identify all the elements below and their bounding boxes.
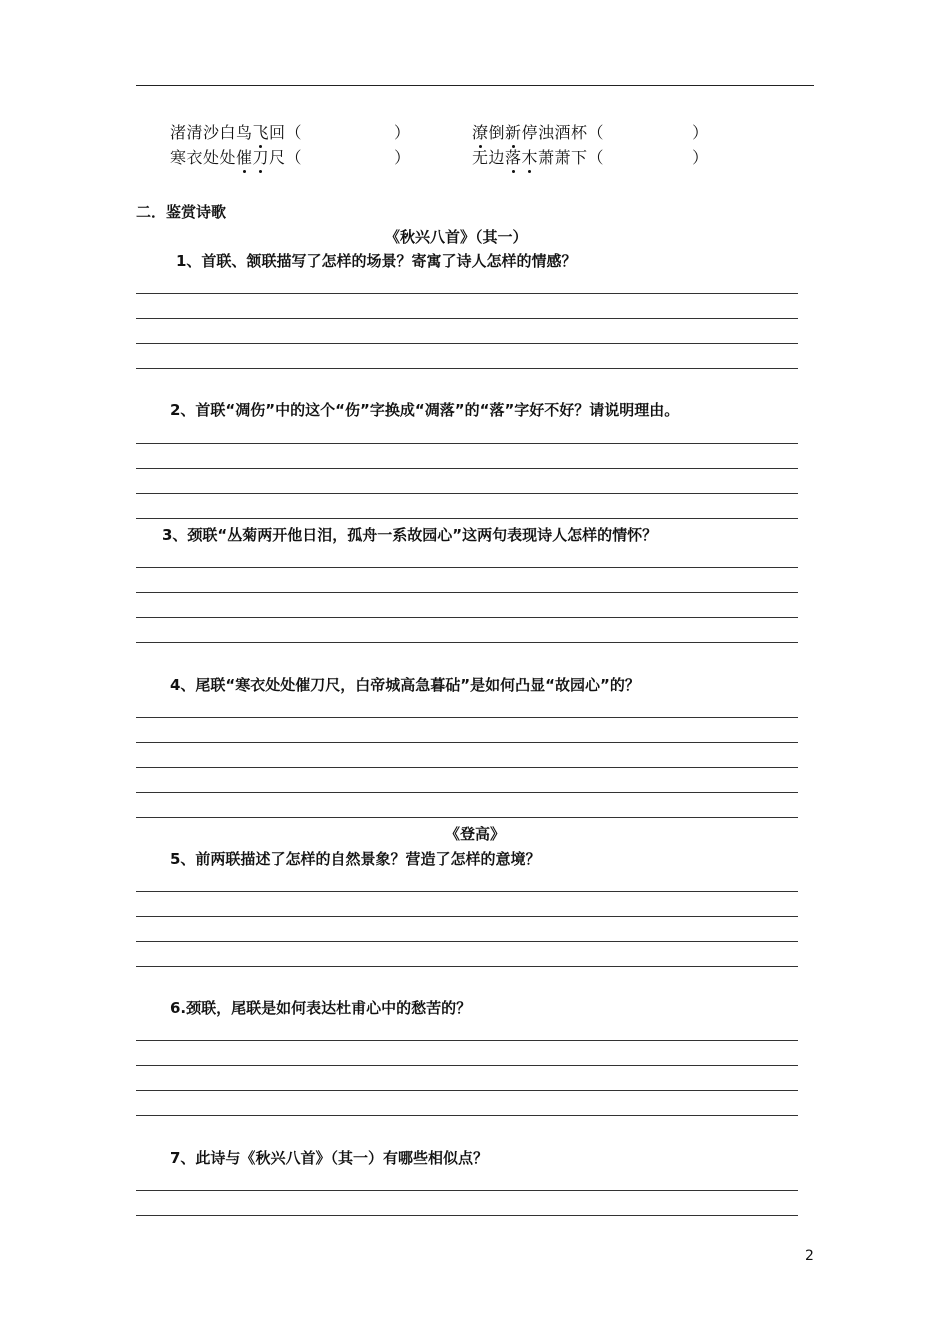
question-3: 3、颈联“丛菊两开他日泪，孤舟一系故园心”这两句表现诗人怎样的情怀？ [162,526,658,544]
answer-line[interactable] [136,468,798,469]
page-number: 2 [805,1248,814,1264]
poem-title: 《登高》 [445,825,506,843]
answer-line[interactable] [136,343,798,344]
answer-line[interactable] [136,518,798,519]
answer-line[interactable] [136,966,798,967]
answer-line[interactable] [136,1190,798,1191]
question-5: 5、前两联描述了怎样的自然景象？营造了怎样的意境？ [170,850,541,868]
answer-line[interactable] [136,1040,798,1041]
answer-line[interactable] [136,567,798,568]
section-heading: 二．鉴赏诗歌 [136,203,227,221]
answer-line[interactable] [136,1215,798,1216]
answer-line[interactable] [136,368,798,369]
answer-line[interactable] [136,293,798,294]
answer-line[interactable] [136,916,798,917]
answer-line[interactable] [136,941,798,942]
answer-line[interactable] [136,1065,798,1066]
vocab-item: 寒衣处处催刀尺（ ） [170,148,411,167]
answer-line[interactable] [136,642,798,643]
question-2: 2、首联“凋伤”中的这个“伤”字换成“凋落”的“落”字好不好？请说明理由。 [170,401,680,419]
header-rule [136,85,814,86]
question-1: 1、首联、颔联描写了怎样的场景？寄寓了诗人怎样的情感？ [176,252,577,270]
vocab-item: 无边落木萧萧下（ ） [472,148,709,167]
answer-line[interactable] [136,767,798,768]
answer-line[interactable] [136,792,798,793]
answer-line[interactable] [136,717,798,718]
poem-title: 《秋兴八首》（其一） [385,228,528,246]
answer-line[interactable] [136,1090,798,1091]
answer-line[interactable] [136,742,798,743]
question-4: 4、尾联“寒衣处处催刀尺，白帝城高急暮砧”是如何凸显“故园心”的？ [170,676,640,694]
answer-line[interactable] [136,617,798,618]
answer-line[interactable] [136,493,798,494]
answer-line[interactable] [136,592,798,593]
question-7: 7、此诗与《秋兴八首》（其一）有哪些相似点？ [170,1149,488,1167]
vocab-item: 潦倒新停浊酒杯（ ） [472,123,709,142]
answer-line[interactable] [136,1115,798,1116]
question-6: 6.颈联，尾联是如何表达杜甫心中的愁苦的？ [170,999,472,1017]
answer-line[interactable] [136,817,798,818]
answer-line[interactable] [136,443,798,444]
vocab-item: 渚清沙白鸟飞回（ ） [170,123,411,142]
answer-line[interactable] [136,891,798,892]
answer-line[interactable] [136,318,798,319]
